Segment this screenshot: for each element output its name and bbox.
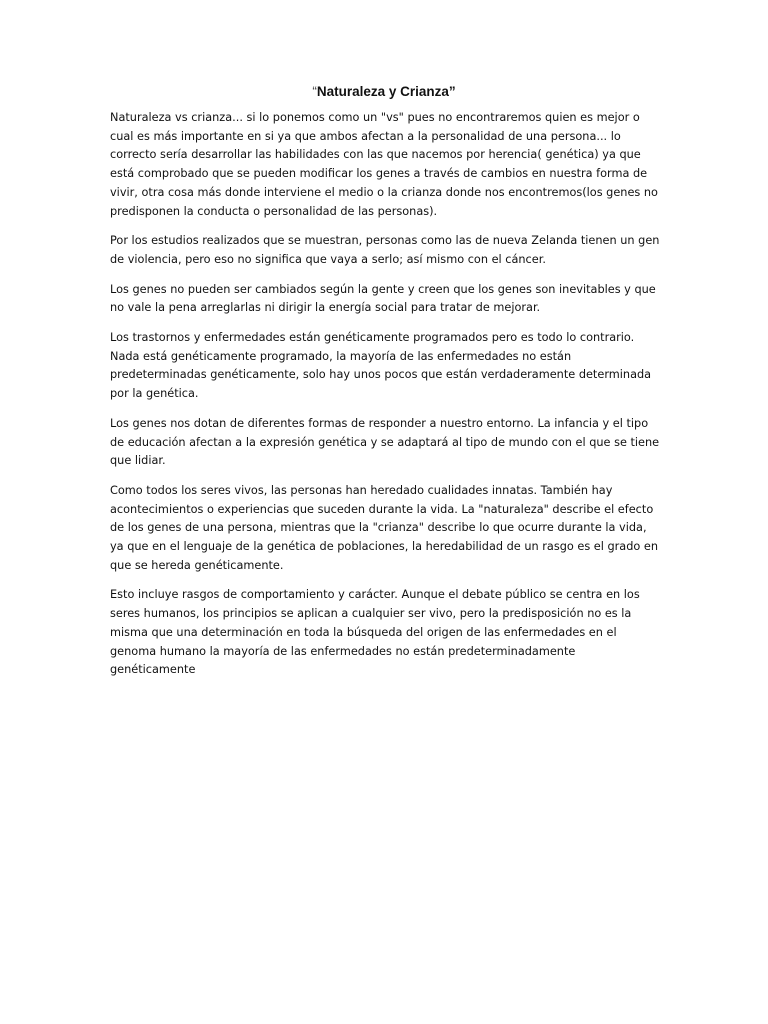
paragraph-7: Esto incluye rasgos de comportamiento y carácter. Aunque el debate público se centra en los seres humanos, los principios se aplican a cualquier ser vivo, pero la predisposición no es la misma que una determinación en toda la búsqueda del origen de las enfermedades en el genoma humano la mayoría de las enfermedades no están predeterminadamente genéticamente: [110, 588, 640, 677]
document-body: [110, 109, 662, 691]
paragraph-3: Los genes no pueden ser cambiados según la gente y creen que los genes son inevitables y que no vale la pena arreglarlas ni dirigir la energía social para tratar de mejorar.: [110, 282, 656, 315]
title-text: Naturaleza y Crianza”: [316, 84, 456, 99]
paragraph-5: Los genes nos dotan de diferentes formas de responder a nuestro entorno. La infancia y el tipo de educación afectan a la expresión genética y se adaptará al tipo de mundo con el que se tiene que lidiar.: [110, 416, 660, 468]
document-title: [0, 84, 768, 99]
paragraph-6: Como todos los seres vivos, las personas han heredado cualidades innatas. También hay acontecimientos o experiencias que suceden durante la vida. La "naturaleza" describe el efecto de los genes de una persona, mientras que la "crianza" describe lo que ocurre durante la vida, ya que en el lenguaje de la genética de poblaciones, la heredabilidad de un rasgo es el grado en que se hereda genéticamente.: [110, 483, 659, 572]
paragraph-1: Naturaleza vs crianza... si lo ponemos como un "vs" pues no encontraremos quien es mejor o cual es más importante en si ya que ambos afectan a la personalidad de una persona... lo correcto sería desarrollar las habilidades con las que nacemos por herencia( genética) ya que está comprobado que se pueden modificar los genes a través de cambios en nuestra forma de vivir, otra cosa más donde interviene el medio o la crianza donde nos encontremos(los genes no predisponen la conducta o personalidad de las personas).: [110, 111, 658, 218]
paragraph-4: Los trastornos y enfermedades están genéticamente programados pero es todo lo contrario. Nada está genéticamente programado, la mayoría de las enfermedades no están predeterminadas genéticamente, solo hay unos pocos que están verdaderamente determinada por la genética.: [110, 331, 652, 401]
title-open-quote: “: [312, 84, 317, 99]
paragraph-2: Por los estudios realizados que se muestran, personas como las de nueva Zelanda tienen un gen de violencia, pero eso no significa que vaya a serlo; así mismo con el cáncer.: [110, 234, 660, 266]
